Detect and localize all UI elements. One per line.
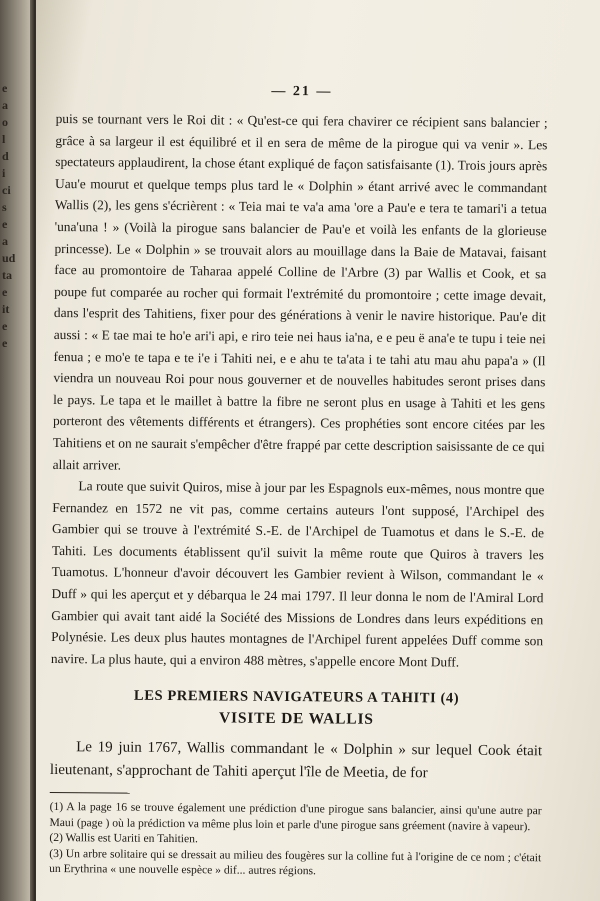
section-heading: LES PREMIERS NAVIGATEURS A TAHITI (4) <box>133 688 460 707</box>
left-page-fragment: e <box>2 319 8 333</box>
left-page-fragment: a <box>2 234 8 248</box>
left-page-fragment: i <box>2 166 6 180</box>
footnote-2: (2) Wallis est Uariti en Tahitien. <box>49 831 198 846</box>
left-page-fragment: e <box>2 285 8 299</box>
left-page-fragment: s <box>2 200 7 214</box>
left-page-fragment: l <box>2 132 6 146</box>
left-page-fragment: ta <box>2 268 12 282</box>
left-page-fragment: e <box>2 217 8 231</box>
section-subheading: VISITE DE WALLIS <box>218 709 374 729</box>
paragraph-2: La route que suivit Quiros, mise à jour par les Espagnols eux-mêmes, nous montre que Fernandez en 1572 ne vit pas, comme certains auteurs l'ont supposé, l'Archipel des Gambier qui se trouve à l'extrémité S.-E. de l'Archipel de Tuamotus et dans le S.-E. de Tahiti. Les documents établissent qu'il suivit la même route que Quiros à travers les Tuamotus. L'honneur d'avoir découvert les Gambier revient à Wilson, commandant le « Duff » qui les aperçut et y débarqua le 24 mai 1797. Il leur donna le nom de l'Amiral Lord Gambier qui avait tant aidé la Société des Missions de Londres dans leurs expéditions en Polynésie. Les deux plus hautes montagnes de l'Archipel furent appelées Duff comme son navire. La plus haute, qui a environ 488 mètres, s'appelle encore Mont Duff. <box>50 478 545 670</box>
page-number: — 21 — <box>271 83 333 100</box>
left-page-fragment: d <box>2 149 9 163</box>
footnote-1: (1) A la page 16 se trouve également une prédiction d'une pirogue sans balancier, ainsi qu'une autre par Maui (page ) où la prédiction va même plus loin et parle d'une pirogue sans gréement (navire à vapeur). <box>49 800 542 834</box>
footnote-3: (3) Un arbre solitaire qui se dressait au milieu des fougères sur la colline fut à l'origine de ce nom ; c'était un Erythrina « une nouvelle espèce » dif... autres régions. <box>49 846 542 878</box>
left-page-fragment: a <box>2 98 8 112</box>
left-page-fragment: ci <box>2 183 11 197</box>
left-page-fragment: o <box>2 115 8 129</box>
page-content <box>49 78 548 881</box>
footnote-rule <box>50 792 130 794</box>
left-page-fragment: it <box>2 302 10 316</box>
left-page-fragment: e <box>2 81 8 95</box>
left-page-fragment: ud <box>2 251 16 265</box>
left-page-fragment: e <box>2 336 8 350</box>
right-page <box>36 0 600 901</box>
paragraph-3: Le 19 juin 1767, Wallis commandant le « Dolphin » sur lequel Cook était lieutenant, s'approchant de Tahiti aperçut l'île de Meetia, de for <box>49 739 543 782</box>
paragraph-1: puis se tournant vers le Roi dit : « Qu'est-ce qui fera chavirer ce récipient sans balancier ; grâce à sa largeur il est équilibré et il en sera de même de la pirogue qui va venir ». Les spectateurs applaudirent, la chose étant expliqué de façon satisfaisante (1). Trois jours après Uau'e mourut et quelque temps plus tard le « Dolphin » étant arrivé avec le commandant Wallis (2), les gens s'écrièrent : « Teia mai te va'a ama 'ore a Pau'e e tera te tamari'i a tetua 'una'una ! » (Voilà la pirogue sans balancier de Pau'e et voilà les enfants de la glorieuse princesse). Le « Dolphin » se trouvait alors au mouillage dans la Baie de Matavai, faisant face au promontoire de Taharaa appelé Colline de l'Arbre (3) par Wallis et Cook, et sa poupe fut comparée au rocher qui formait l'extrémité du promontoire ; cette image devait, dans l'esprit des Tahitiens, fixer pour des générations à venir le navire historique. Pau'e dit aussi : « E tae mai te ho'e ari'i api, e riro teie nei haus ia'na, e e peu ë ana'e te tupu i teie nei fenua ; e mo'e te tapa e te i'e i Tahiti nei, e e ahu te ta'ata i te tahi atu mau ahu papa'a » (Il viendra un nouveau Roi pour nous gouverner et de nouvelles habitudes seront prises dans le pays. Le tapa et le maillet à battre la fibre ne seront plus en usage à Tahiti et les gens porteront des vêtements différents et étrangers). Ces prophéties sont encore citées par les Tahitiens et on ne saurait s'empêcher d'être frappé par cette description saisissante de ce qui allait arriver. <box>52 110 548 473</box>
